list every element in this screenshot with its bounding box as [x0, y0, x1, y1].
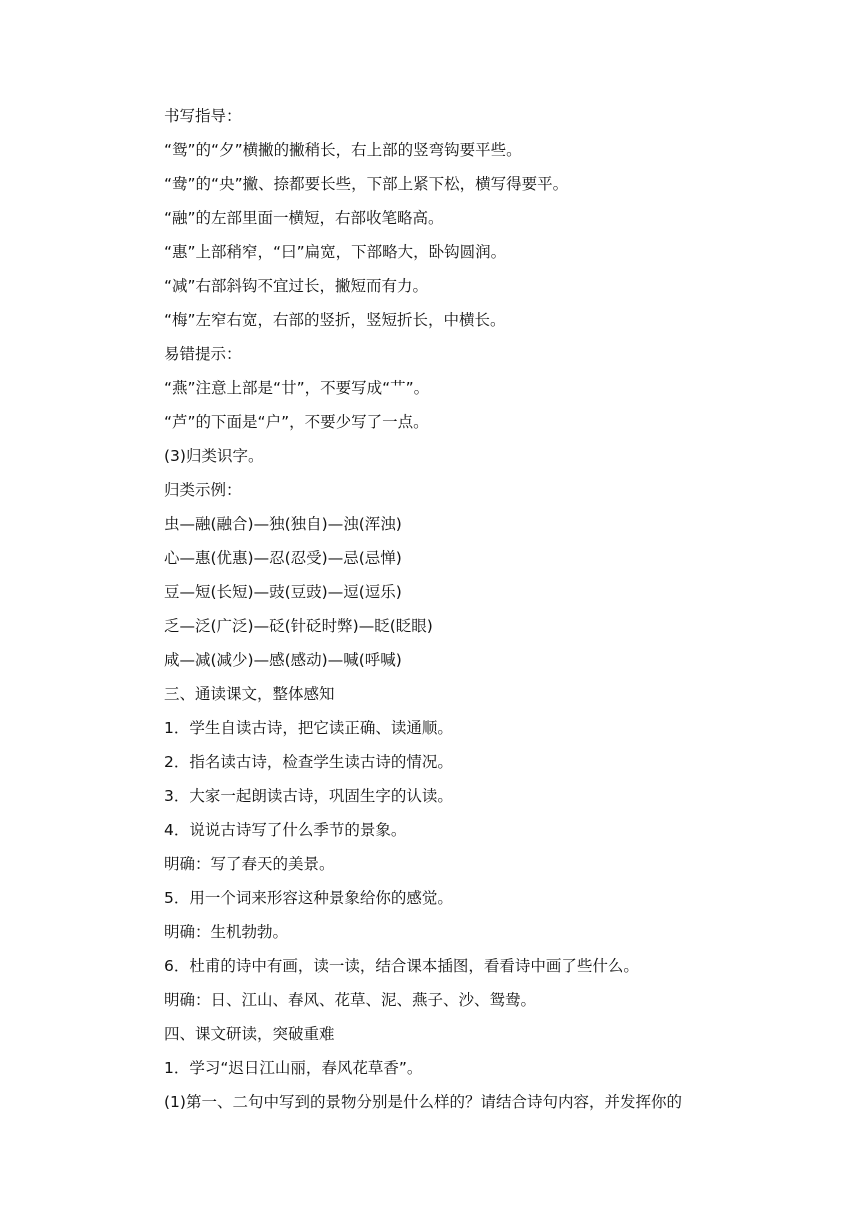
paragraph-line: “减”右部斜钩不宜过长，撇短而有力。 [164, 277, 429, 295]
list-item: 1．学生自读古诗，把它读正确、读通顺。 [164, 719, 453, 737]
list-item: 4．说说古诗写了什么季节的景象。 [164, 821, 407, 839]
paragraph-line: “芦”的下面是“户”，不要少写了一点。 [164, 413, 429, 431]
list-item: 2．指名读古诗，检查学生读古诗的情况。 [164, 753, 453, 771]
list-item: 3．大家一起朗读古诗，巩固生字的认读。 [164, 787, 453, 805]
example-line: 乏—泛(广泛)—砭(针砭时弊)—眨(眨眼) [164, 617, 433, 635]
example-line: 心—惠(优惠)—忍(忍受)—忌(忌惮) [164, 549, 402, 567]
answer-line: 明确：生机勃勃。 [164, 923, 289, 941]
example-line: 豆—短(长短)—豉(豆豉)—逗(逗乐) [164, 583, 402, 601]
list-item: 5．用一个词来形容这种景象给你的感觉。 [164, 889, 453, 907]
paragraph-line: “梅”左窄右宽，右部的竖折，竖短折长，中横长。 [164, 311, 506, 329]
list-item: 6．杜甫的诗中有画，读一读，结合课本插图，看看诗中画了些什么。 [164, 957, 639, 975]
paragraph-line: “燕”注意上部是“廿”，不要写成“艹”。 [164, 379, 430, 397]
paragraph-line: “融”的左部里面一横短，右部收笔略高。 [164, 209, 444, 227]
paragraph-line: “鸳”的“夕”横撇的撇稍长，右上部的竖弯钩要平些。 [164, 141, 522, 159]
example-line: 虫—融(融合)—独(独自)—浊(浑浊) [164, 515, 402, 533]
heading-error-tips: 易错提示： [164, 345, 242, 363]
example-line: 咸—减(减少)—感(感动)—喊(呼喊) [164, 651, 402, 669]
heading-writing-guidance: 书写指导： [164, 107, 242, 125]
paragraph-line: (1)第一、二句中写到的景物分别是什么样的？请结合诗句内容，并发挥你的 [164, 1093, 682, 1111]
list-item: 1．学习“迟日江山丽，春风花草香”。 [164, 1059, 423, 1077]
section-heading-4: 四、课文研读，突破重难 [164, 1025, 335, 1043]
answer-line: 明确：写了春天的美景。 [164, 855, 335, 873]
answer-line: 明确：日、江山、春风、花草、泥、燕子、沙、鸳鸯。 [164, 991, 537, 1009]
paragraph-line: “惠”上部稍窄，“曰”扁宽，下部略大，卧钩圆润。 [164, 243, 507, 261]
section-heading-3: 三、通读课文，整体感知 [164, 685, 335, 703]
document-body [164, 99, 764, 1119]
subheading-classify: (3)归类识字。 [164, 447, 264, 465]
heading-classify-examples: 归类示例： [164, 481, 242, 499]
paragraph-line: “鸯”的“央”撇、捺都要长些，下部上紧下松，横写得要平。 [164, 175, 569, 193]
